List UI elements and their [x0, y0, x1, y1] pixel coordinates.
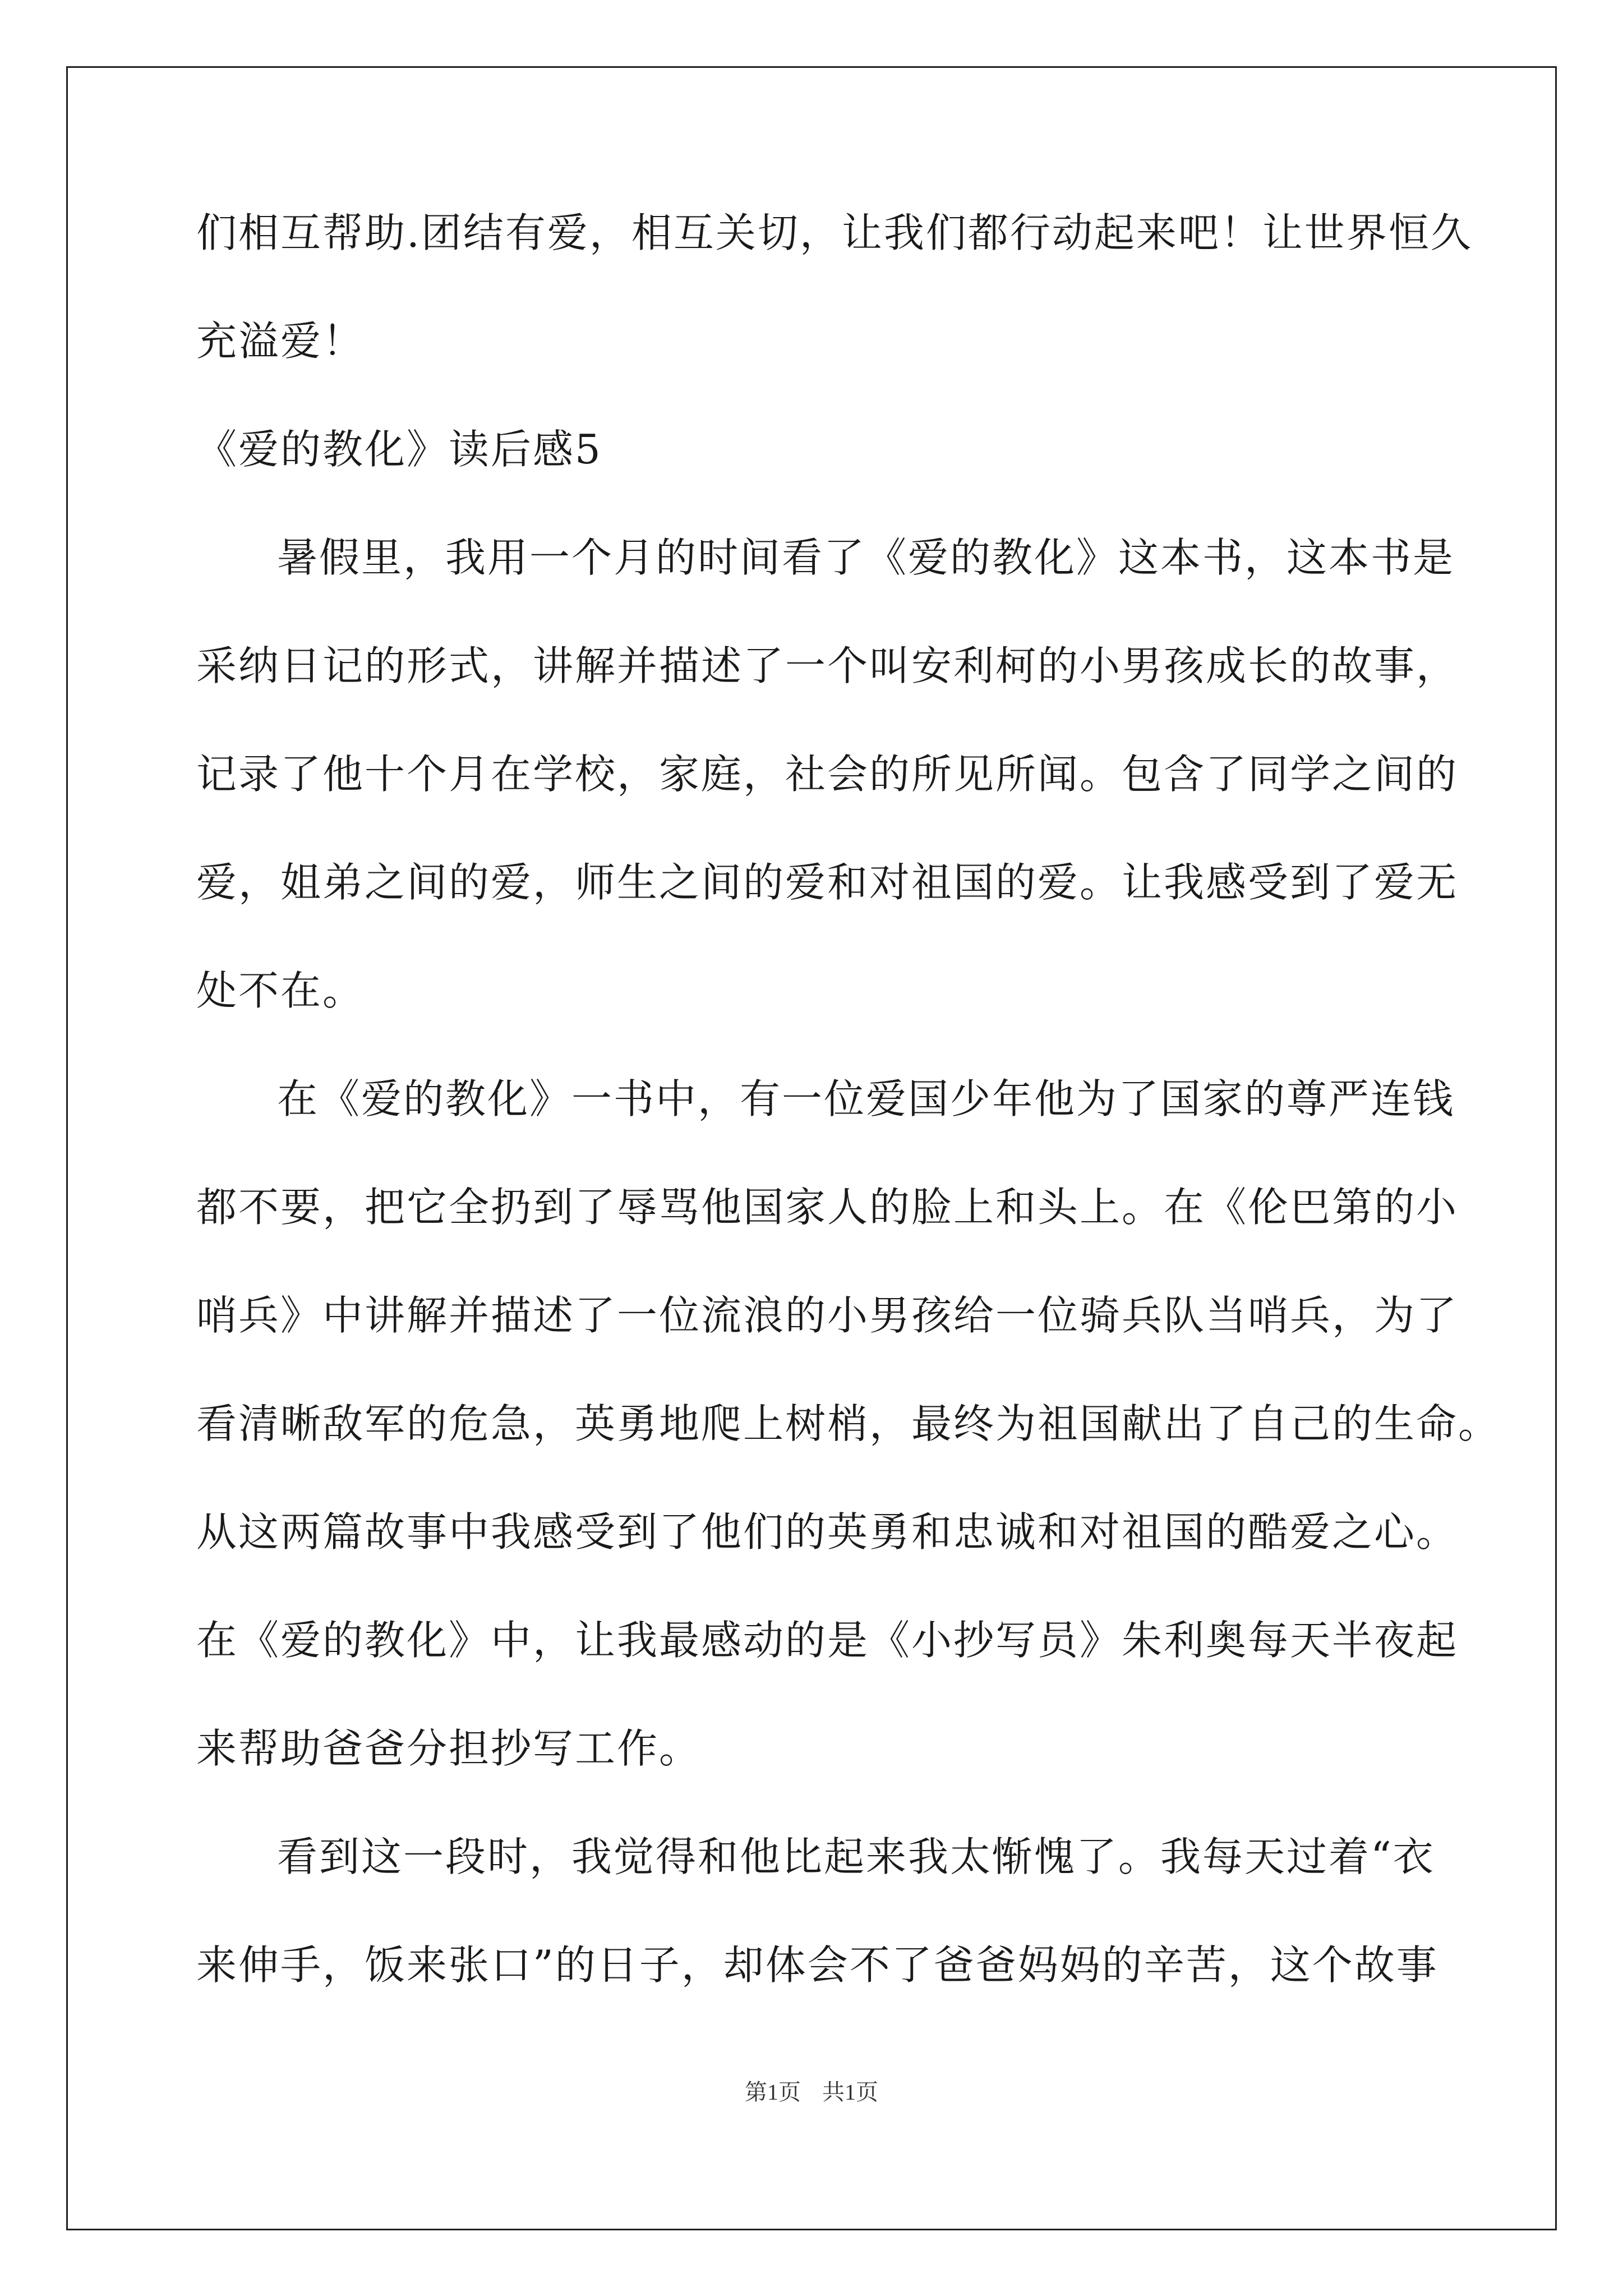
text-line: 爱，姐弟之间的爱，师生之间的爱和对祖国的爱。让我感受到了爱无: [196, 859, 1459, 906]
text-line: 在《爱的教化》中，让我最感动的是《小抄写员》朱利奥每天半夜起: [196, 1617, 1459, 1664]
text-line: 们相互帮助.团结有爱，相互关切，让我们都行动起来吧！让世界恒久: [196, 209, 1473, 256]
text-line: 看清晰敌军的危急，英勇地爬上树梢，最终为祖国献出了自己的生命。: [196, 1400, 1501, 1447]
page-total: 共1页: [822, 2079, 878, 2105]
text-line: 采纳日记的形式，讲解并描述了一个叫安利柯的小男孩成长的故事，: [196, 642, 1459, 689]
section-heading: 《爱的教化》读后感5: [196, 426, 602, 473]
page-footer: [0, 2076, 1623, 2109]
text-line: 处不在。: [196, 967, 365, 1014]
paragraph-first-line: 暑假里，我用一个月的时间看了《爱的教化》这本书，这本书是: [277, 534, 1455, 581]
text-line: 记录了他十个月在学校，家庭，社会的所见所闻。包含了同学之间的: [196, 751, 1459, 798]
page-border: [66, 66, 1557, 2230]
text-line: 哨兵》中讲解并描述了一位流浪的小男孩给一位骑兵队当哨兵，为了: [196, 1292, 1459, 1339]
text-line: 充溢爱！: [196, 318, 365, 365]
paragraph-first-line: 看到这一段时，我觉得和他比起来我太惭愧了。我每天过着“衣: [277, 1833, 1435, 1880]
text-line: 从这两篇故事中我感受到了他们的英勇和忠诚和对祖国的酷爱之心。: [196, 1508, 1459, 1556]
text-line: 来帮助爸爸分担抄写工作。: [196, 1725, 702, 1772]
paragraph-first-line: 在《爱的教化》一书中，有一位爱国少年他为了国家的尊严连钱: [277, 1075, 1455, 1122]
page-number: 第1页: [745, 2079, 801, 2105]
text-line: 都不要，把它全扔到了辱骂他国家人的脸上和头上。在《伦巴第的小: [196, 1184, 1459, 1231]
text-line: 来伸手，饭来张口”的日子，却体会不了爸爸妈妈的辛苦，这个故事: [196, 1941, 1438, 1989]
